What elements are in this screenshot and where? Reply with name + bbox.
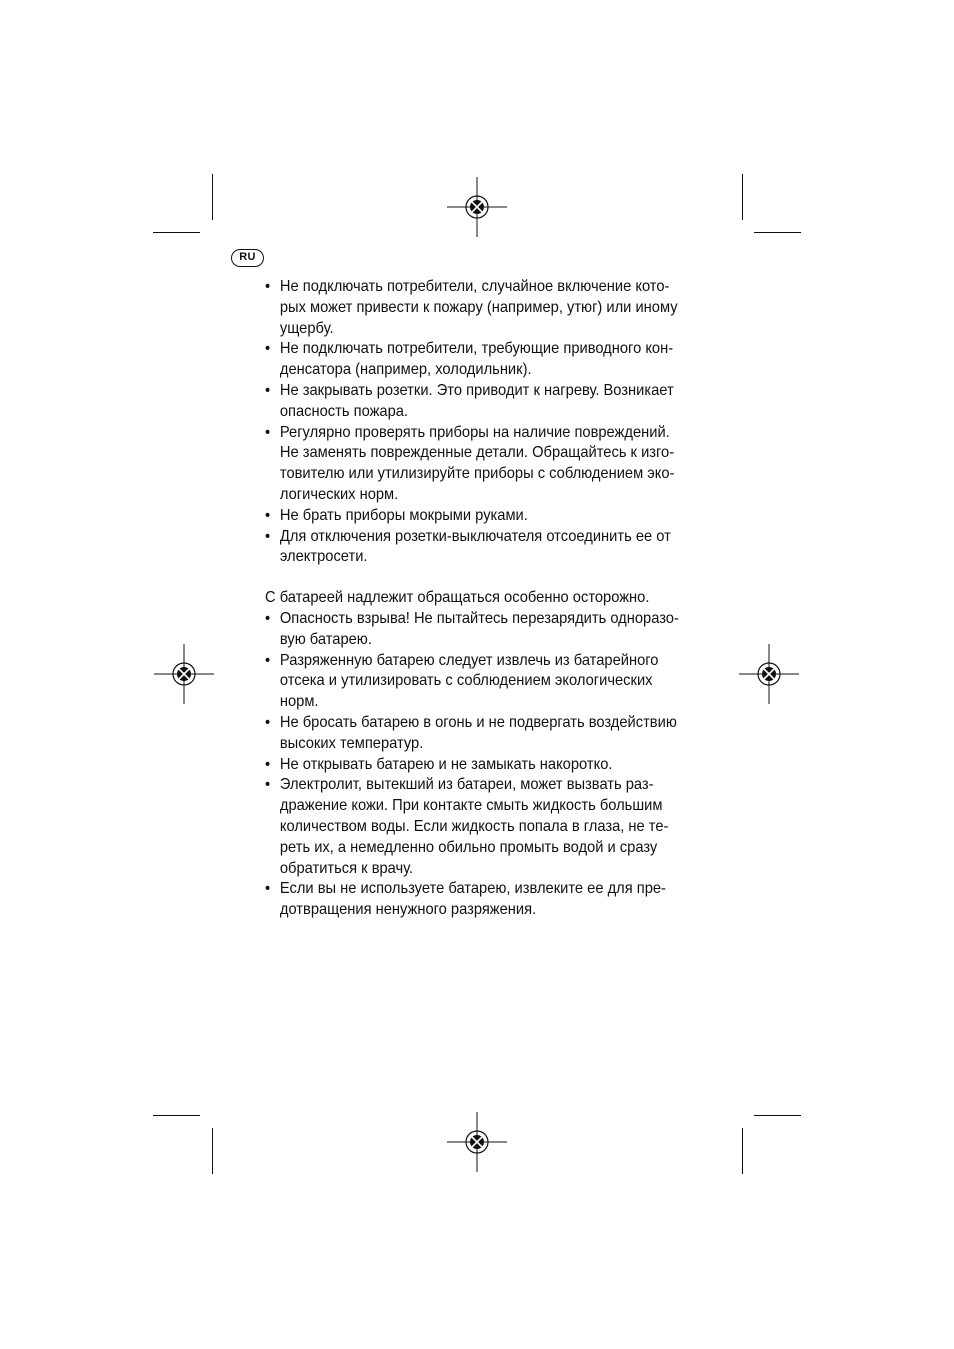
text-line: • Для отключения розетки-выключателя отсоединить ее от (279, 527, 671, 545)
list-item (265, 879, 684, 921)
text-line: • Не закрывать розетки. Это приводит к нагреву. Возникает (279, 381, 674, 399)
list-item (265, 651, 684, 713)
section-spacer (265, 568, 684, 588)
text-line: • Разряженную батарею следует извлечь из батарейного (279, 651, 659, 669)
language-badge: RU (231, 249, 264, 267)
page-content (265, 277, 684, 921)
text-line: реть их, а немедленно обильно промыть водой и сразу (279, 838, 658, 856)
text-line: • Не брать приборы мокрыми руками. (279, 506, 528, 524)
safety-list-power (265, 277, 684, 568)
text-line: норм. (279, 693, 319, 711)
crop-mark-top-right-horizontal (754, 232, 801, 233)
text-line: • Электролит, вытекший из батареи, может вызвать раз- (279, 776, 654, 794)
text-line: обратиться к врачу. (279, 859, 414, 877)
crop-mark-top-left-vertical (212, 174, 213, 220)
list-item (265, 775, 684, 879)
list-item (265, 381, 684, 423)
text-line: вую батарею. (279, 630, 372, 648)
list-item (265, 713, 684, 755)
crop-mark-bottom-left-horizontal (153, 1115, 200, 1116)
registration-mark-icon (447, 1112, 507, 1172)
text-line: • Регулярно проверять приборы на наличие повреждений. (279, 423, 670, 441)
registration-mark-icon (739, 644, 799, 704)
text-line: электросети. (279, 548, 368, 566)
text-line: • Не подключать потребители, требующие приводного кон- (279, 340, 674, 358)
crop-mark-bottom-right-vertical (742, 1128, 743, 1174)
text-line: Не заменять поврежденные детали. Обращайтесь к изго- (279, 444, 675, 462)
text-line: • Не подключать потребители, случайное включение кото- (279, 278, 670, 295)
text-line: дотвращения ненужного разряжения. (279, 901, 537, 919)
text-line: денсатора (например, холодильник). (279, 361, 532, 379)
text-line: высоких температур. (279, 734, 424, 752)
text-line: дражение кожи. При контакте смыть жидкость большим (279, 797, 663, 815)
text-line: количеством воды. Если жидкость попала в глаза, не те- (279, 817, 669, 835)
text-line: • Не открывать батарею и не замыкать накоротко. (279, 755, 613, 773)
safety-list-battery (265, 609, 684, 921)
text-line: логических норм. (279, 485, 399, 503)
text-line: • Опасность взрыва! Не пытайтесь перезарядить одноразо- (279, 609, 679, 627)
list-item (265, 527, 684, 569)
list-item (265, 423, 684, 506)
text-line: • Не бросать батарею в огонь и не подвергать воздействию (279, 713, 677, 731)
crop-mark-top-right-vertical (742, 174, 743, 220)
crop-mark-bottom-right-horizontal (754, 1115, 801, 1116)
text-line: отсека и утилизировать с соблюдением экологических (279, 672, 653, 690)
text-line: товителю или утилизируйте приборы с соблюдением эко- (279, 465, 675, 483)
registration-mark-icon (447, 177, 507, 237)
list-item (265, 277, 684, 339)
list-item (265, 506, 684, 527)
text-line: рых может привести к пожару (например, утюг) или иному (279, 298, 678, 316)
crop-mark-top-left-horizontal (153, 232, 200, 233)
text-line: опасность пожара. (279, 402, 409, 420)
battery-intro: С батареей надлежит обращаться особенно осторожно. (265, 589, 650, 607)
crop-mark-bottom-left-vertical (212, 1128, 213, 1174)
list-item (265, 339, 684, 381)
list-item (265, 609, 684, 651)
text-line: ущербу. (279, 319, 334, 337)
text-line: • Если вы не используете батарею, извлеките ее для пре- (279, 880, 666, 898)
list-item (265, 755, 684, 776)
registration-mark-icon (154, 644, 214, 704)
